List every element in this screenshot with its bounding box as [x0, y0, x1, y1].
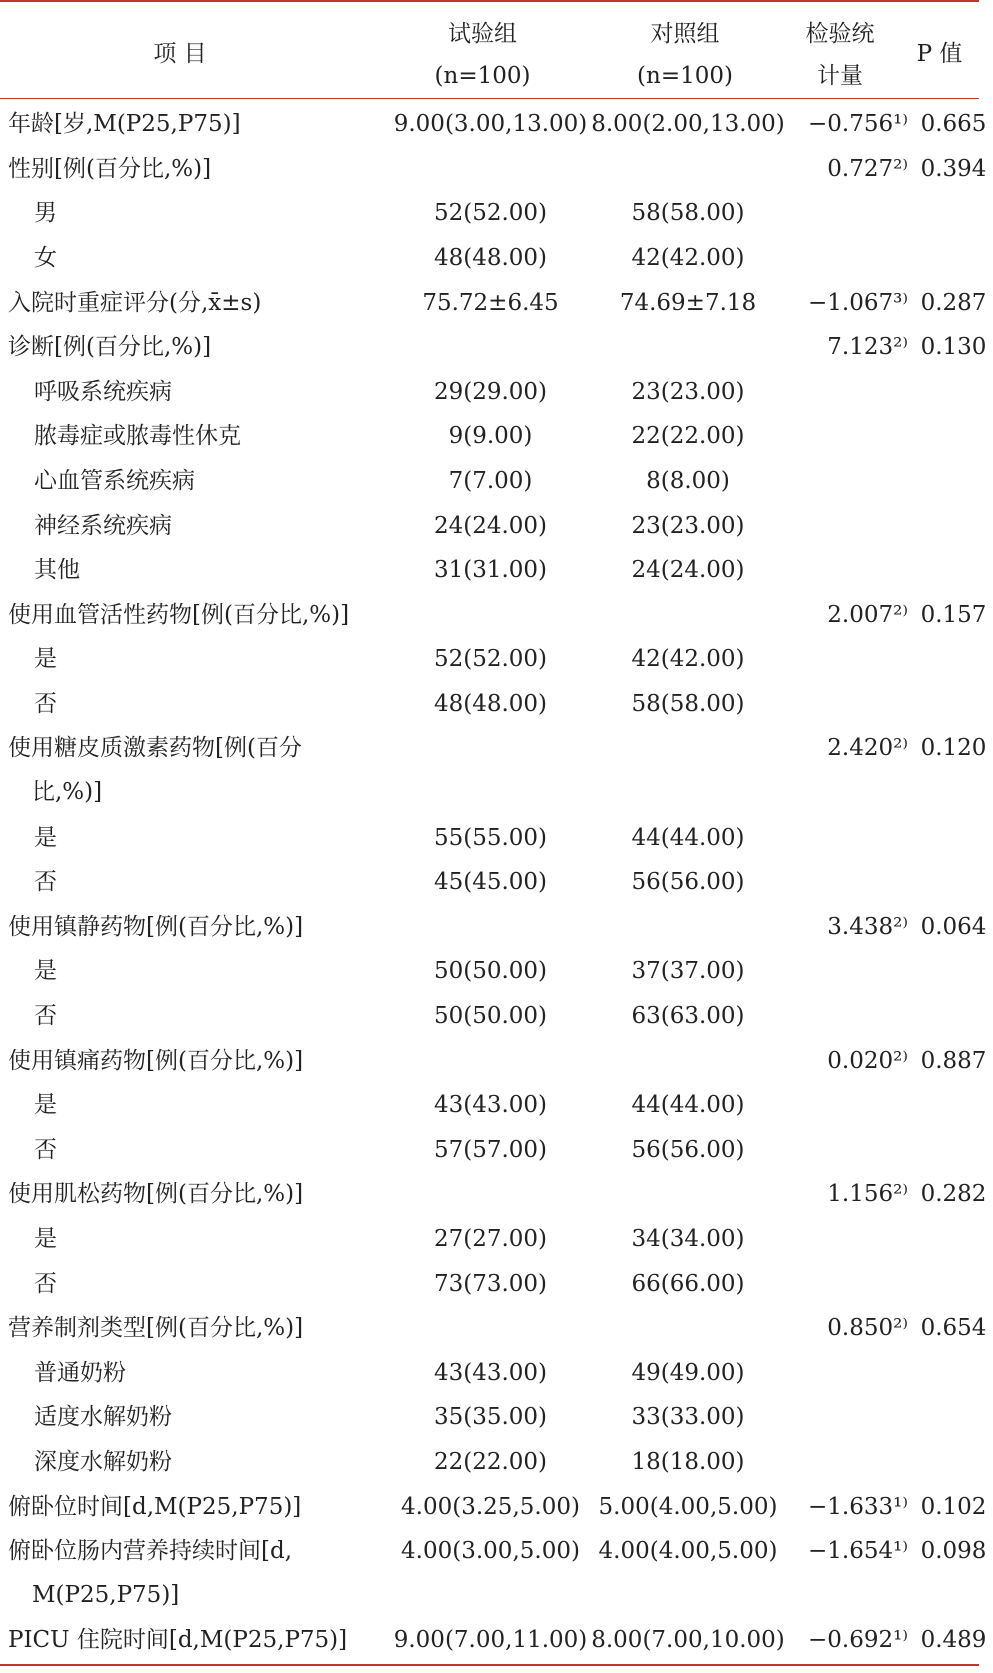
group2-value: 56(56.00)	[631, 1136, 745, 1163]
group2-value: 42(42.00)	[631, 646, 745, 673]
group2-value: 44(44.00)	[631, 1092, 745, 1119]
header-group1-n: (n=100)	[434, 63, 531, 89]
row-label	[0, 726, 393, 815]
table-row	[0, 949, 993, 994]
table-row	[0, 726, 993, 815]
p-value: 0.064	[920, 913, 987, 940]
header-group2-name: 对照组	[650, 21, 720, 47]
table-row	[0, 905, 993, 950]
row-label	[0, 1529, 393, 1618]
table-row	[0, 280, 993, 325]
table-row	[0, 147, 993, 192]
group1-value: 75.72±6.45	[422, 289, 559, 316]
table-row	[0, 1484, 993, 1529]
p-value	[914, 994, 993, 1039]
p-value: 0.887	[920, 1047, 987, 1074]
group2-value	[588, 905, 788, 950]
test-statistic	[788, 682, 914, 727]
test-statistic: −1.654¹⁾	[808, 1537, 908, 1564]
test-statistic: 2.420²⁾	[827, 735, 908, 762]
table-row	[0, 860, 993, 905]
test-statistic	[788, 548, 914, 593]
test-statistic	[788, 1350, 914, 1395]
p-value	[914, 682, 993, 727]
group2-value	[588, 726, 788, 815]
p-value	[914, 459, 993, 504]
table-row	[0, 1440, 993, 1485]
test-statistic	[788, 949, 914, 994]
group1-value: 52(52.00)	[433, 646, 548, 673]
row-label-line2: 比,%)]	[32, 779, 103, 806]
row-label: 其他	[34, 557, 80, 584]
p-value	[914, 191, 993, 236]
row-label: 是	[34, 958, 57, 985]
group2-value: 58(58.00)	[631, 691, 745, 718]
group1-value	[393, 325, 588, 370]
group1-value: 31(31.00)	[433, 557, 548, 584]
row-label: 使用肌松药物[例(百分比,%)]	[8, 1181, 304, 1208]
group1-value	[393, 905, 588, 950]
group2-value: 5.00(4.00,5.00)	[598, 1493, 778, 1520]
group1-value: 73(73.00)	[433, 1270, 548, 1297]
row-label: 脓毒症或脓毒性休克	[34, 423, 241, 450]
p-value	[914, 1261, 993, 1306]
test-statistic	[788, 1395, 914, 1440]
table-row	[0, 102, 993, 147]
group2-value: 34(34.00)	[631, 1225, 745, 1252]
group1-value: 9(9.00)	[448, 423, 533, 450]
p-value	[914, 414, 993, 459]
row-label: 诊断[例(百分比,%)]	[8, 334, 212, 361]
test-statistic: 2.007²⁾	[827, 601, 908, 628]
group1-value: 4.00(3.00,5.00)	[401, 1537, 580, 1564]
group2-value: 63(63.00)	[631, 1002, 745, 1029]
test-statistic	[788, 637, 914, 682]
row-label: PICU 住院时间[d,M(P25,P75)]	[8, 1627, 348, 1654]
header-rule	[0, 98, 979, 99]
test-statistic	[788, 1083, 914, 1128]
group1-value: 57(57.00)	[433, 1136, 548, 1163]
test-statistic	[788, 994, 914, 1039]
group2-value: 8.00(7.00,10.00)	[591, 1627, 785, 1654]
table-row	[0, 191, 993, 236]
test-statistic: 3.438²⁾	[827, 913, 908, 940]
group2-value: 44(44.00)	[631, 824, 745, 851]
group1-value: 7(7.00)	[448, 468, 533, 495]
data-table	[0, 102, 993, 1662]
row-label: 男	[34, 200, 57, 227]
p-value	[914, 503, 993, 548]
group1-value	[393, 1172, 588, 1217]
row-label: 使用镇痛药物[例(百分比,%)]	[8, 1047, 304, 1074]
table-row	[0, 1529, 993, 1618]
row-label: 营养制剂类型[例(百分比,%)]	[8, 1315, 304, 1342]
group2-value: 23(23.00)	[631, 512, 745, 539]
group2-value: 42(42.00)	[631, 245, 745, 272]
table-row	[0, 414, 993, 459]
group1-value: 9.00(3.00,13.00)	[393, 111, 588, 138]
p-value	[914, 860, 993, 905]
group1-value: 35(35.00)	[433, 1404, 548, 1431]
group2-value: 23(23.00)	[631, 378, 745, 405]
group2-value: 58(58.00)	[631, 200, 745, 227]
group2-value: 18(18.00)	[631, 1448, 745, 1475]
test-statistic: −1.067³⁾	[808, 289, 908, 316]
table-row	[0, 815, 993, 860]
group1-value: 4.00(3.25,5.00)	[401, 1493, 580, 1520]
row-label: 适度水解奶粉	[34, 1404, 172, 1431]
p-value: 0.120	[920, 735, 987, 762]
test-statistic: −0.692¹⁾	[808, 1627, 908, 1654]
p-value	[914, 949, 993, 994]
table-row	[0, 459, 993, 504]
test-statistic	[788, 815, 914, 860]
p-value	[914, 637, 993, 682]
row-label-line1: 使用糖皮质激素药物[例(百分	[8, 735, 302, 762]
table-row	[0, 682, 993, 727]
row-label: 是	[34, 824, 57, 851]
group1-value: 52(52.00)	[433, 200, 548, 227]
group1-value: 29(29.00)	[433, 378, 548, 405]
group2-value: 49(49.00)	[631, 1359, 745, 1386]
table-row	[0, 1350, 993, 1395]
table-row	[0, 548, 993, 593]
group2-value: 24(24.00)	[631, 557, 745, 584]
table-row	[0, 503, 993, 548]
p-value	[914, 370, 993, 415]
test-statistic	[788, 1440, 914, 1485]
group1-value: 24(24.00)	[433, 512, 548, 539]
p-value: 0.287	[920, 289, 987, 316]
table-row	[0, 994, 993, 1039]
test-statistic: 0.727²⁾	[827, 155, 908, 182]
row-label: 俯卧位时间[d,M(P25,P75)]	[8, 1493, 302, 1520]
header-stat-line1: 检验统	[805, 21, 875, 47]
row-label: 是	[34, 646, 57, 673]
row-label: 否	[34, 869, 57, 896]
test-statistic	[788, 1127, 914, 1172]
group1-value: 27(27.00)	[433, 1225, 548, 1252]
group2-value: 37(37.00)	[631, 958, 745, 985]
test-statistic	[788, 236, 914, 281]
group1-value	[393, 1038, 588, 1083]
p-value: 0.098	[920, 1537, 987, 1564]
table-row	[0, 593, 993, 638]
group2-value: 8.00(2.00,13.00)	[591, 111, 785, 138]
test-statistic	[788, 191, 914, 236]
table-row	[0, 1172, 993, 1217]
p-value	[914, 815, 993, 860]
row-label: 年龄[岁,M(P25,P75)]	[8, 111, 241, 138]
group2-value: 56(56.00)	[631, 869, 745, 896]
group2-value	[588, 325, 788, 370]
row-label-line1: 俯卧位肠内营养持续时间[d,	[8, 1537, 293, 1564]
row-label: 否	[34, 1270, 57, 1297]
table-row	[0, 1127, 993, 1172]
group2-value: 74.69±7.18	[619, 289, 757, 316]
group1-value: 50(50.00)	[433, 1002, 548, 1029]
p-value	[914, 1127, 993, 1172]
test-statistic	[788, 1217, 914, 1262]
header-group2-n: (n=100)	[637, 63, 733, 89]
top-rule	[0, 0, 979, 2]
group2-value: 66(66.00)	[631, 1270, 745, 1297]
test-statistic: 0.850²⁾	[827, 1315, 908, 1342]
p-value: 0.394	[920, 155, 987, 182]
row-label: 入院时重症评分(分,x̄±s)	[8, 289, 262, 316]
p-value: 0.654	[920, 1315, 987, 1342]
table-row	[0, 1083, 993, 1128]
header-item: 项 目	[153, 41, 207, 67]
table-row	[0, 1618, 993, 1663]
test-statistic: 0.020²⁾	[827, 1047, 908, 1074]
table-row	[0, 1306, 993, 1351]
p-value: 0.102	[920, 1493, 987, 1520]
row-label: 是	[34, 1225, 57, 1252]
header-p-value: P 值	[916, 41, 963, 67]
group1-value	[393, 726, 588, 815]
group2-value: 8(8.00)	[646, 468, 730, 495]
test-statistic	[788, 1261, 914, 1306]
p-value: 0.130	[920, 334, 987, 361]
group1-value: 43(43.00)	[433, 1092, 548, 1119]
group1-value: 48(48.00)	[433, 245, 548, 272]
group2-value: 4.00(4.00,5.00)	[598, 1537, 778, 1564]
test-statistic: 1.156²⁾	[827, 1181, 908, 1208]
group2-value	[588, 1172, 788, 1217]
row-label: 呼吸系统疾病	[34, 378, 172, 405]
table-row	[0, 1261, 993, 1306]
p-value	[914, 1083, 993, 1128]
row-label: 普通奶粉	[34, 1359, 126, 1386]
test-statistic: −0.756¹⁾	[808, 111, 908, 138]
p-value	[914, 1395, 993, 1440]
table-row	[0, 1038, 993, 1083]
group1-value: 55(55.00)	[433, 824, 548, 851]
row-label: 否	[34, 691, 57, 718]
group2-value: 33(33.00)	[631, 1404, 745, 1431]
test-statistic	[788, 370, 914, 415]
table-row	[0, 1395, 993, 1440]
row-label: 心血管系统疾病	[34, 468, 195, 495]
p-value: 0.157	[920, 601, 987, 628]
test-statistic	[788, 860, 914, 905]
group2-value	[588, 147, 788, 192]
group1-value	[393, 593, 588, 638]
table-row	[0, 637, 993, 682]
test-statistic	[788, 459, 914, 504]
group2-value	[588, 1306, 788, 1351]
row-label: 否	[34, 1136, 57, 1163]
row-label: 使用血管活性药物[例(百分比,%)]	[8, 601, 350, 628]
p-value	[914, 548, 993, 593]
row-label: 深度水解奶粉	[34, 1448, 172, 1475]
header-stat-line2: 计量	[817, 63, 863, 89]
p-value: 0.665	[920, 111, 987, 138]
group1-value: 43(43.00)	[433, 1359, 548, 1386]
group1-value: 9.00(7.00,11.00)	[393, 1627, 588, 1654]
row-label: 是	[34, 1092, 57, 1119]
p-value	[914, 1217, 993, 1262]
group1-value: 22(22.00)	[433, 1448, 548, 1475]
row-label: 性别[例(百分比,%)]	[8, 155, 212, 182]
test-statistic	[788, 503, 914, 548]
p-value	[914, 1350, 993, 1395]
group1-value	[393, 147, 588, 192]
group2-value: 22(22.00)	[631, 423, 745, 450]
group1-value	[393, 1306, 588, 1351]
p-value: 0.282	[920, 1181, 987, 1208]
table-row	[0, 370, 993, 415]
row-label-line2: M(P25,P75)]	[32, 1581, 180, 1608]
table-row	[0, 236, 993, 281]
test-statistic	[788, 414, 914, 459]
header-group1-name: 试验组	[448, 21, 517, 47]
table-row	[0, 1217, 993, 1262]
group1-value: 45(45.00)	[433, 869, 548, 896]
p-value: 0.489	[920, 1627, 987, 1654]
test-statistic: 7.123²⁾	[827, 334, 908, 361]
p-value	[914, 1440, 993, 1485]
row-label: 使用镇静药物[例(百分比,%)]	[8, 913, 304, 940]
group1-value: 48(48.00)	[433, 691, 548, 718]
row-label: 神经系统疾病	[34, 512, 172, 539]
group1-value: 50(50.00)	[433, 958, 548, 985]
p-value	[914, 236, 993, 281]
row-label: 否	[34, 1002, 57, 1029]
test-statistic: −1.633¹⁾	[808, 1493, 908, 1520]
bottom-rule	[0, 1664, 979, 1666]
group2-value	[588, 593, 788, 638]
group2-value	[588, 1038, 788, 1083]
row-label: 女	[34, 245, 57, 272]
table-row	[0, 325, 993, 370]
